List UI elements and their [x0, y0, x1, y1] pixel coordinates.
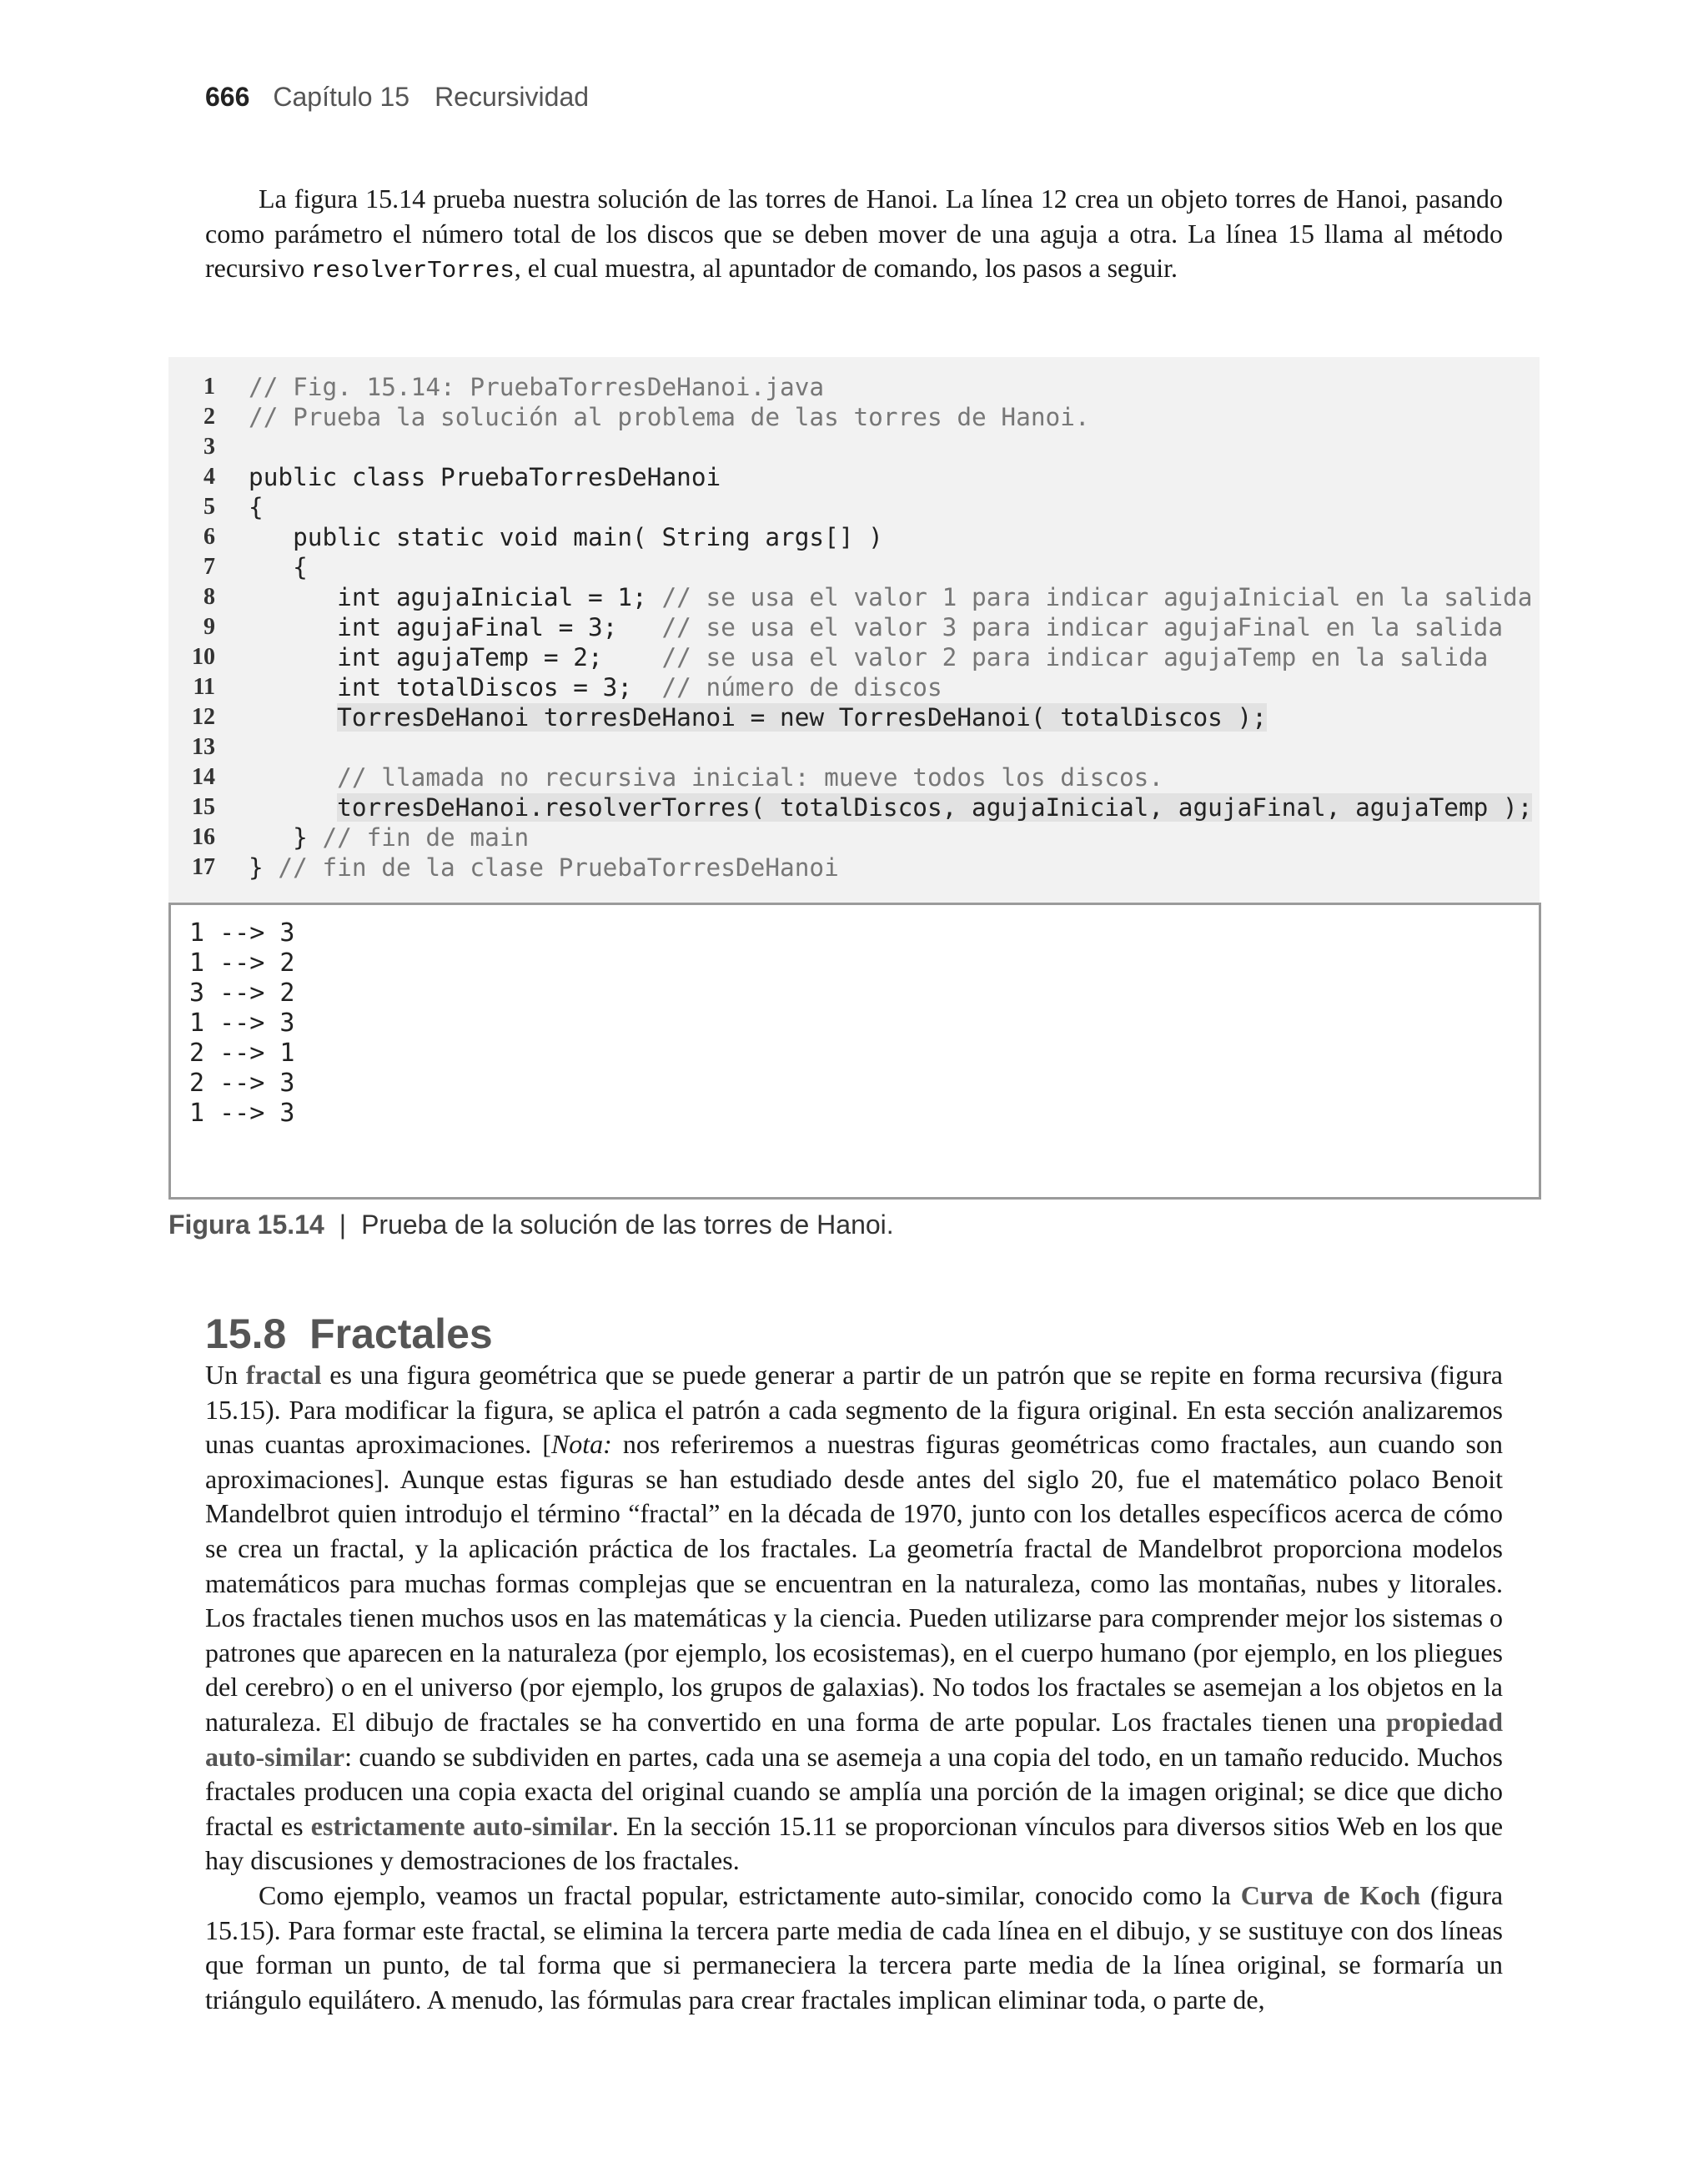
highlighted-statement: TorresDeHanoi torresDeHanoi = new TorresDeHanoi( totalDiscos ); — [337, 703, 1267, 732]
program-output — [168, 903, 1541, 1200]
figure-caption — [168, 1210, 894, 1240]
intro-paragraph — [205, 182, 1503, 289]
line-number: 4 — [203, 464, 215, 490]
code-text: public class PruebaTorresDeHanoi — [249, 463, 721, 491]
line-number: 15 — [192, 794, 215, 820]
line-number: 7 — [203, 554, 215, 580]
line-number: 2 — [203, 404, 215, 430]
caption-text: Prueba de la solución de las torres de Hanoi. — [361, 1210, 894, 1240]
line-number: 1 — [203, 374, 215, 400]
code-text: int agujaInicial = 1; // se usa el valor 1 para indicar agujaInicial en la salida — [249, 583, 1533, 611]
running-header — [205, 82, 589, 113]
section-heading: 15.8 Fractales — [205, 1310, 493, 1357]
line-number: 11 — [193, 674, 215, 700]
body-text: : cuando se subdividen en partes, cada una se asemeja a una copia del todo, en un tamaño reducido. Muchos fractales producen una copia exacta del original cuando se amplía una porción de la imagen original; se dice que dicho fractal es — [205, 1741, 1503, 1841]
body-text: nos referiremos a nuestras figuras geométricas como fractales, aun cuando son aproximaciones]. Aunque estas figuras se han estudiado desde antes del siglo 20, fue el matemático polaco Benoit Mandelbrot quien introdujo el término “fractal” en la década de 1970, junto con los detalles específicos acerca de cómo se crea un fractal, y la aplicación práctica de los fractales. La geometría fractal de Mandelbrot proporciona modelos matemáticos para muchas formas complejas que se encuentran en la naturaleza, como las montañas, nubes y litorales. Los fractales tienen muchos usos en las matemáticas y la ciencia. Pueden utilizarse para comprender mejor los sistemas o patrones que aparecen en la naturaleza (por ejemplo, los ecosistemas), en el cuerpo humano (por ejemplo, en los pliegues del cerebro) o en el universo (por ejemplo, los grupos de galaxias). No todos los fractales se asemejan a los objetos en la naturaleza. El dibujo de fractales se ha convertido en una forma de arte popular. Los fractales tienen una — [205, 1429, 1504, 1737]
code-comment: // se usa el valor 1 para indicar agujaInicial en la salida — [661, 583, 1533, 611]
code-text — [249, 792, 1532, 822]
key-term-self-similar: propiedad auto-similar — [205, 1706, 1503, 1772]
output-line: 2 --> 3 — [189, 1069, 295, 1098]
output-line: 2 --> 1 — [189, 1039, 295, 1068]
code-listing — [168, 357, 1540, 904]
body-text: Un — [205, 1360, 246, 1390]
line-number: 10 — [192, 644, 215, 670]
figure-label: Figura 15.14 — [168, 1210, 324, 1240]
code-comment: // número de discos — [661, 673, 942, 702]
line-number: 3 — [203, 434, 215, 460]
chapter-title: Recursividad — [435, 82, 590, 112]
key-term-koch-curve: Curva de Koch — [1240, 1879, 1421, 1910]
chapter-label: Capítulo 15 — [273, 82, 410, 112]
caption-separator: | — [339, 1210, 347, 1240]
line-number: 5 — [203, 494, 215, 520]
code-text: } // fin de main — [249, 823, 530, 852]
note-label: Nota: — [550, 1429, 612, 1460]
code-text: // Fig. 15.14: PruebaTorresDeHanoi.java — [249, 373, 825, 401]
line-number: 14 — [192, 764, 215, 790]
code-text: } // fin de la clase PruebaTorresDeHanoi — [249, 853, 839, 882]
code-text: int agujaTemp = 2; // se usa el valor 2 para indicar agujaTemp en la salida — [249, 643, 1489, 672]
code-comment: // se usa el valor 3 para indicar agujaFinal en la salida — [661, 613, 1504, 641]
body-text: . En la sección 15.11 se proporcionan vínculos para diversos sitios Web en los que hay discusiones y demostraciones de los fractales. — [205, 1810, 1504, 1876]
line-number: 13 — [192, 734, 215, 760]
output-line: 1 --> 2 — [189, 948, 295, 978]
code-text: public static void main( String args[] ) — [249, 523, 883, 551]
output-line: 3 --> 2 — [189, 978, 295, 1008]
code-comment: // fin de la clase PruebaTorresDeHanoi — [278, 853, 839, 882]
key-term-strictly-self-similar: estrictamente auto-similar — [310, 1810, 612, 1841]
highlighted-statement: torresDeHanoi.resolverTorres( totalDiscos, agujaInicial, agujaFinal, agujaTemp ); — [337, 793, 1533, 822]
line-number: 6 — [203, 524, 215, 550]
body-text: Como ejemplo, veamos un fractal popular, estrictamente auto-similar, conocido como la — [259, 1879, 1241, 1910]
code-text: { — [249, 553, 308, 581]
line-number: 9 — [203, 614, 215, 640]
intro-text-2: , el cual muestra, al apuntador de comando, los pasos a seguir. — [514, 253, 1178, 284]
code-text: // Prueba la solución al problema de las torres de Hanoi. — [249, 403, 1090, 431]
page-number: 666 — [205, 82, 250, 112]
line-number: 17 — [192, 854, 215, 880]
fractal-paragraph — [205, 1358, 1503, 2017]
code-text: int agujaFinal = 3; // se usa el valor 3 para indicar agujaFinal en la salida — [249, 613, 1504, 641]
key-term-fractal: fractal — [245, 1360, 322, 1390]
code-text: int totalDiscos = 3; // número de discos — [249, 673, 942, 702]
body-text: (figura 15.15). Para formar este fractal, se elimina la tercera parte media de cada línea en el dibujo, y se sustituye con dos líneas que forman un punto, de tal forma que si permaneciera la tercera parte media de la línea original, se formaría un triángulo equilátero. A menudo, las fórmulas para crear fractales implican eliminar toda, o parte de, — [205, 1879, 1504, 2015]
code-comment: // fin de main — [322, 823, 530, 852]
intro-code-word: resolverTorres — [311, 257, 515, 285]
code-text: // llamada no recursiva inicial: mueve todos los discos. — [249, 763, 1164, 792]
intro-text-1: La figura 15.14 prueba nuestra solución de las torres de Hanoi. La línea 12 crea un objeto torres de Hanoi, pasando como parámetro el número total de los discos que se deben mover de una aguja a otra. La línea 15 llama al método recursivo — [205, 184, 1503, 284]
code-text: { — [249, 493, 264, 521]
line-number: 8 — [203, 584, 215, 610]
code-text — [249, 702, 1267, 732]
output-line: 1 --> 3 — [189, 1099, 295, 1128]
output-line: 1 --> 3 — [189, 918, 295, 948]
line-number: 16 — [192, 824, 215, 850]
line-number: 12 — [192, 704, 215, 730]
body-text: es una figura geométrica que se puede generar a partir de un patrón que se repite en forma recursiva (figura 15.15). Para modificar la figura, se aplica el patrón a cada segmento de la figura original. En esta sección analizaremos unas cuantas aproximaciones. [ — [205, 1360, 1504, 1460]
code-comment: // se usa el valor 2 para indicar agujaTemp en la salida — [661, 643, 1489, 672]
output-line: 1 --> 3 — [189, 1009, 295, 1038]
